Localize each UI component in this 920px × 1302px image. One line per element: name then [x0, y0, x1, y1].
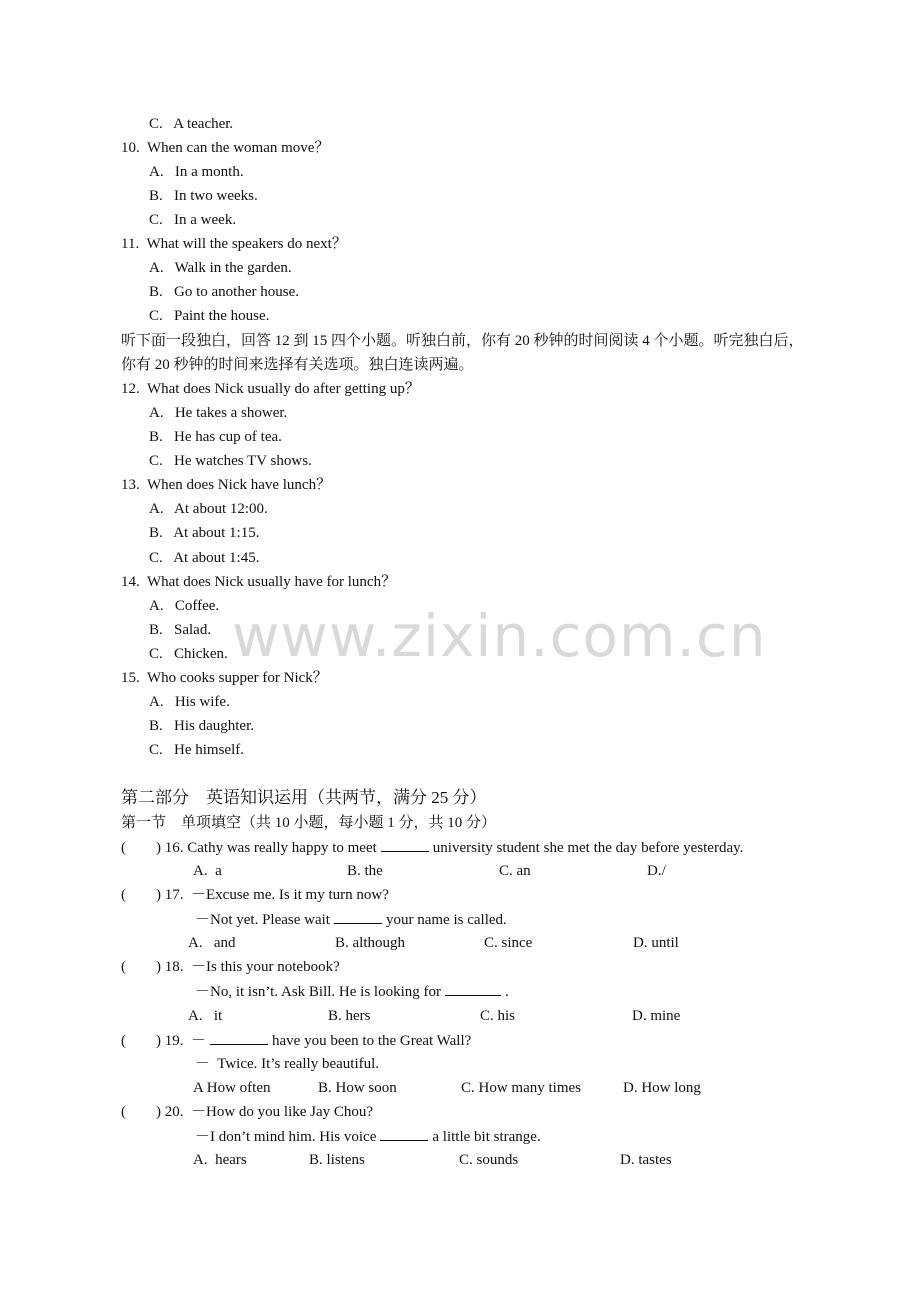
q15-option-c: C. He himself.: [149, 742, 244, 758]
q9-option-c: C. A teacher.: [149, 116, 234, 132]
q16-option-b: B. the: [347, 863, 383, 879]
q12-option-a: A. He takes a shower.: [149, 405, 288, 421]
q10-option-a: A. In a month.: [149, 164, 244, 180]
q10-stem: 10. When can the woman move？: [121, 140, 330, 156]
q12-option-b: B. He has cup of tea.: [149, 429, 282, 445]
q17-option-b: B. although: [335, 935, 405, 951]
q11-option-c: C. Paint the house.: [149, 308, 270, 324]
q18-option-a: A. it: [188, 1008, 223, 1024]
q20-line2: －I don’t mind him. His voice a little bit strange.: [195, 1126, 541, 1147]
watermark: www.zixin.com.cn: [232, 602, 767, 670]
q17-line2: －Not yet. Please wait your name is called.: [195, 909, 507, 930]
q15-option-b: B. His daughter.: [149, 718, 255, 734]
q20-option-c: C. sounds: [459, 1152, 519, 1168]
q19-blank: [210, 1030, 268, 1045]
q15-stem: 15. Who cooks supper for Nick？: [121, 670, 328, 686]
q16-option-c: C. an: [499, 863, 531, 879]
q13-option-a: A. At about 12:00.: [149, 501, 268, 517]
q16-option-d: D./: [647, 863, 666, 879]
q19-option-c: C. How many times: [461, 1080, 581, 1096]
q13-option-c: C. At about 1:45.: [149, 550, 260, 566]
q10-option-c: C. In a week.: [149, 212, 237, 228]
q20-option-a: A. hears: [193, 1152, 247, 1168]
q18-option-d: D. mine: [632, 1008, 681, 1024]
q19-option-b: B. How soon: [318, 1080, 397, 1096]
q16-option-a: A. a: [193, 863, 222, 879]
section1-heading: 第一节 单项填空（共 10 小题，每小题 1 分，共 10 分）: [121, 815, 497, 831]
q20-option-b: B. listens: [309, 1152, 365, 1168]
q10-option-b: B. In two weeks.: [149, 188, 258, 204]
q14-option-c: C. Chicken.: [149, 646, 228, 662]
q19-option-d: D. How long: [623, 1080, 701, 1096]
q17-option-c: C. since: [484, 935, 533, 951]
q19-line2: － Twice. It’s really beautiful.: [195, 1056, 380, 1072]
q20-stem: ( ) 20. －How do you like Jay Chou?: [121, 1104, 374, 1120]
q18-option-b: B. hers: [328, 1008, 371, 1024]
q17-stem: ( ) 17. －Excuse me. Is it my turn now?: [121, 887, 389, 903]
part2-heading: 第二部分 英语知识运用（共两节，满分 25 分）: [121, 788, 487, 807]
q20-blank: [380, 1126, 428, 1141]
q19-stem: ( ) 19. － have you been to the Great Wall?: [121, 1030, 471, 1051]
q14-option-b: B. Salad.: [149, 622, 212, 638]
q15-option-a: A. His wife.: [149, 694, 230, 710]
q17-blank: [334, 909, 382, 924]
q18-line2: －No, it isn’t. Ask Bill. He is looking for .: [195, 981, 509, 1002]
q13-option-b: B. At about 1:15.: [149, 525, 260, 541]
q12-stem: 12. What does Nick usually do after getting up？: [121, 381, 420, 397]
q16-blank: [381, 837, 429, 852]
q11-option-b: B. Go to another house.: [149, 284, 299, 300]
q17-option-d: D. until: [633, 935, 679, 951]
q14-option-a: A. Coffee.: [149, 598, 220, 614]
q18-stem: ( ) 18. －Is this your notebook?: [121, 959, 340, 975]
q16-stem: ( ) 16. Cathy was really happy to meet university student she met the day before yesterday.: [121, 837, 743, 858]
q20-option-d: D. tastes: [620, 1152, 672, 1168]
q11-option-a: A. Walk in the garden.: [149, 260, 292, 276]
listening-instruction: 听下面一段独白，回答 12 到 15 四个小题。听独白前，你有 20 秒钟的时间阅读 4 个小题。听完独白后，你有 20 秒钟的时间来选择有关选项。独白连读两遍。: [121, 333, 804, 373]
q19-option-a: A How often: [193, 1080, 271, 1096]
q11-stem: 11. What will the speakers do next？: [121, 236, 347, 252]
q13-stem: 13. When does Nick have lunch？: [121, 477, 332, 493]
q12-option-c: C. He watches TV shows.: [149, 453, 312, 469]
q18-blank: [445, 981, 501, 996]
q14-stem: 14. What does Nick usually have for lunch？: [121, 574, 397, 590]
q18-option-c: C. his: [480, 1008, 516, 1024]
q17-option-a: A. and: [188, 935, 236, 951]
